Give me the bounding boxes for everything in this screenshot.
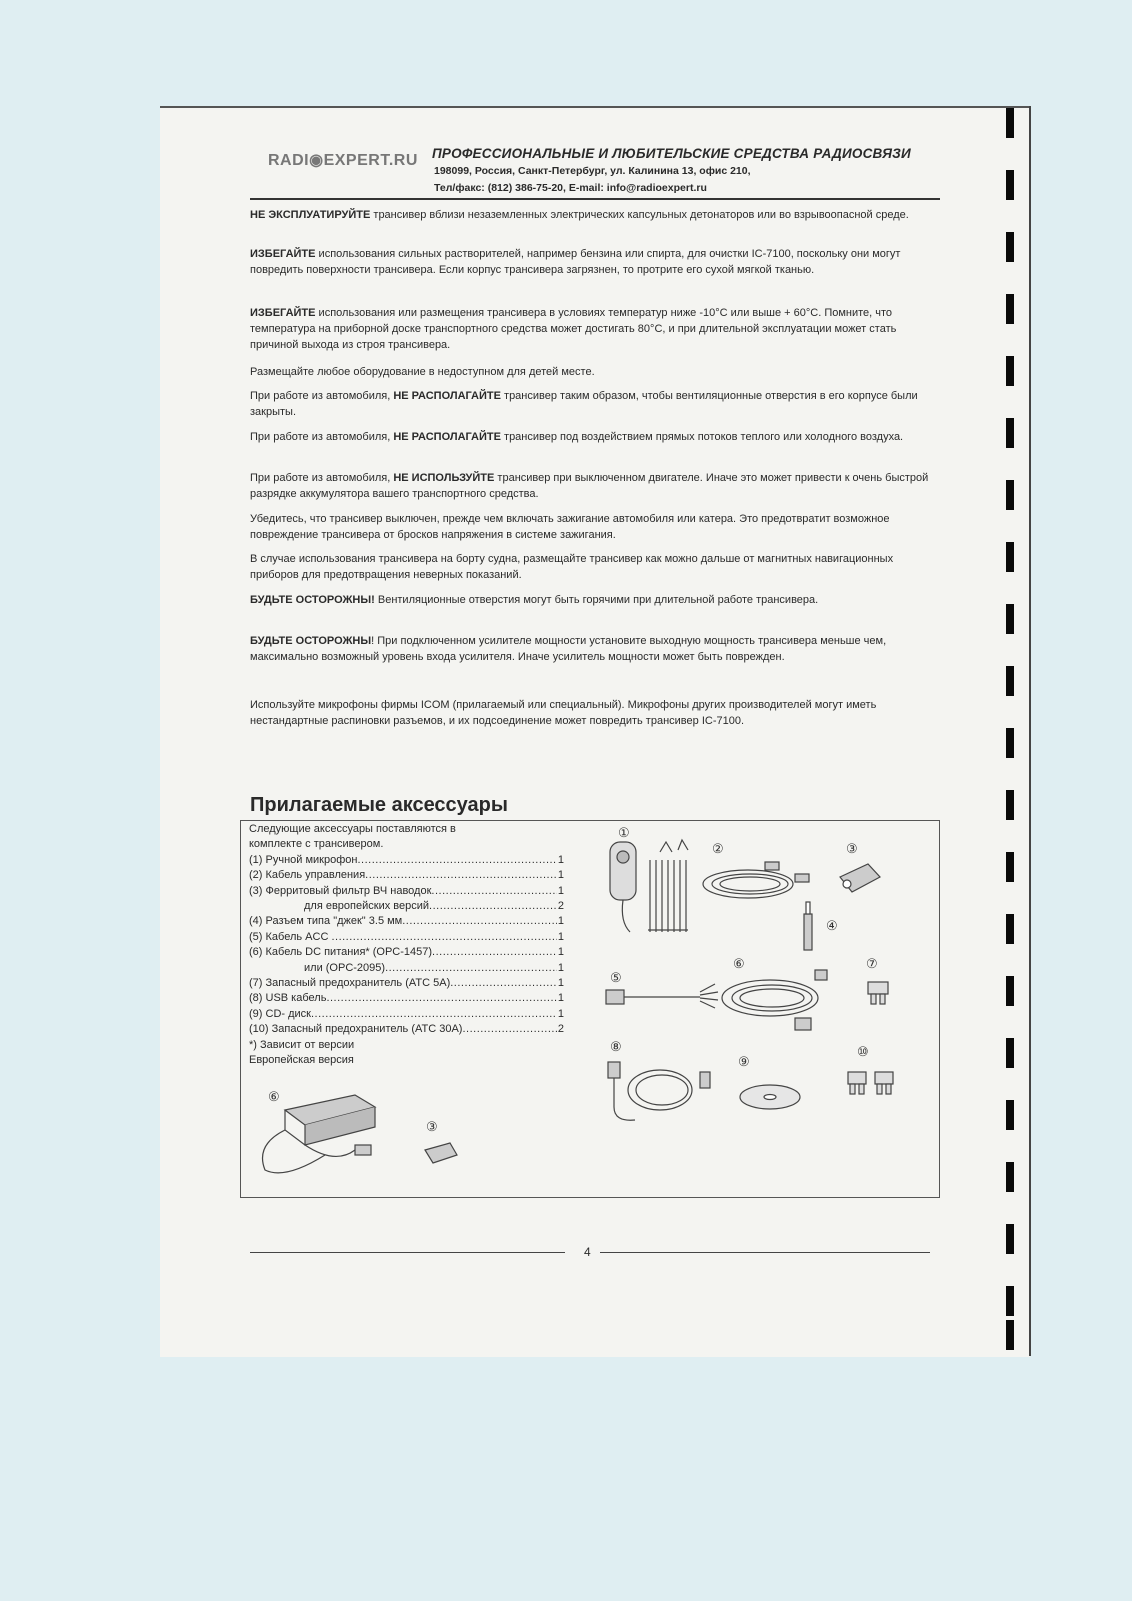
warning-paragraph — [250, 592, 940, 608]
accessory-quantity: 1 — [557, 1007, 564, 1020]
warning-paragraph — [250, 388, 940, 420]
warning-text: При работе из автомобиля, — [250, 472, 394, 484]
binding-hole — [1006, 108, 1014, 138]
accessory-name: (7) Запасный предохранитель (ATC 5A) — [249, 977, 451, 990]
leader-dots — [429, 899, 557, 914]
accessory-name: (2) Кабель управления — [249, 869, 366, 882]
leader-dots — [326, 991, 556, 1006]
binding-hole — [1006, 294, 1014, 324]
warning-text: Используйте микрофоны фирмы ICOM (прилагаемый или специальный). Микрофоны других производителей могут иметь нестандартные распиновки разъемов, и их подсоединение может повредить трансивер IC-7100. — [250, 699, 877, 727]
accessory-name: (8) USB кабель — [249, 992, 327, 1005]
accessory-name: (6) Кабель DC питания* (OPC-1457) — [249, 946, 433, 959]
leader-dots — [450, 976, 557, 991]
header-title: ПРОФЕССИОНАЛЬНЫЕ И ЛЮБИТЕЛЬСКИЕ СРЕДСТВА РАДИОСВЯЗИ — [432, 146, 911, 161]
page-top-edge — [160, 106, 1030, 108]
warning-paragraph — [250, 305, 940, 353]
accessory-quantity: 1 — [557, 853, 564, 866]
binding-hole — [1006, 1224, 1014, 1254]
warning-paragraph — [250, 697, 940, 729]
item-number-marker: ⑩ — [857, 1044, 869, 1059]
accessory-item — [249, 914, 564, 929]
warning-text: При работе из автомобиля, — [250, 431, 394, 443]
header-divider — [250, 198, 940, 200]
accessory-quantity: 1 — [557, 884, 564, 897]
binding-hole — [1006, 976, 1014, 1006]
accessory-quantity: 1 — [557, 961, 564, 974]
accessory-item — [249, 961, 564, 976]
warning-emphasis: НЕ РАСПОЛАГАЙТЕ — [393, 390, 501, 402]
binding-hole — [1006, 604, 1014, 634]
jack-connector-illustration — [804, 902, 812, 950]
warning-emphasis: НЕ ИСПОЛЬЗУЙТЕ — [393, 472, 495, 484]
warning-paragraph — [250, 470, 940, 502]
radioexpert-logo — [268, 146, 428, 190]
accessory-item — [249, 899, 564, 914]
warning-text: трансивер при выключенном двигателе. Иначе это может привести к очень быстрой разрядке аккумулятора вашего транспортного средства. — [250, 472, 929, 500]
acc-cable-illustration — [606, 984, 718, 1008]
microphone-illustration — [610, 840, 688, 932]
accessory-quantity: 2 — [557, 1023, 564, 1036]
logo-text: RADI◉EXPERT.RU — [268, 152, 418, 169]
accessories-intro-1: Следующие аксессуары поставляются в — [249, 823, 456, 835]
leader-dots — [462, 1022, 556, 1037]
leader-dots — [432, 945, 557, 960]
item-number-marker: ⑧ — [610, 1039, 622, 1054]
leader-dots — [431, 884, 556, 899]
item-number-marker: ⑥ — [733, 956, 745, 971]
european-version-label: Европейская версия — [249, 1054, 354, 1067]
cd-disc-illustration — [740, 1085, 800, 1109]
binding-hole — [1006, 232, 1014, 262]
page-number: 4 — [584, 1245, 591, 1259]
item-number-marker: ⑨ — [738, 1054, 750, 1069]
warning-text: Вентиляционные отверстия могут быть горячими при длительной работе трансивера. — [374, 594, 819, 606]
binding-hole — [1006, 1286, 1014, 1316]
warning-paragraph — [250, 246, 940, 278]
binding-hole — [1006, 666, 1014, 696]
warning-emphasis: БУДЬТЕ ОСТОРОЖНЫ! — [250, 594, 375, 606]
accessory-name: (10) Запасный предохранитель (ATC 30A) — [249, 1023, 463, 1036]
leader-dots — [331, 930, 556, 945]
binding-hole — [1006, 170, 1014, 200]
warning-paragraph — [250, 633, 940, 665]
warning-text: трансивер таким образом, чтобы вентиляционные отверстия в его корпусе были закрыты. — [250, 390, 918, 418]
accessory-item — [249, 868, 564, 883]
warning-paragraph — [250, 511, 940, 543]
warning-text: трансивер вблизи незаземленных электрических капсульных детонаторов или во взрывоопасной среде. — [370, 209, 909, 221]
binding-hole — [1006, 418, 1014, 448]
accessories-intro-2: комплекте с трансивером. — [249, 838, 384, 851]
warning-emphasis: НЕ ЭКСПЛУАТИРУЙТЕ — [250, 209, 371, 221]
dc-cable-illustration — [722, 970, 827, 1030]
warning-emphasis: НЕ РАСПОЛАГАЙТЕ — [393, 431, 501, 443]
accessory-item — [249, 991, 564, 1006]
accessory-quantity: 1 — [557, 977, 564, 990]
header-address: 198099, Россия, Санкт-Петербург, ул. Калинина 13, офис 210, — [434, 165, 751, 177]
warning-text: При работе из автомобиля, — [250, 390, 394, 402]
binding-hole — [1006, 1100, 1014, 1130]
binding-hole — [1006, 542, 1014, 572]
binding-hole — [1006, 728, 1014, 758]
accessory-quantity: 2 — [557, 900, 564, 913]
page-right-edge — [1029, 106, 1031, 1356]
accessory-quantity: 1 — [557, 930, 564, 943]
item-number-marker: ④ — [826, 918, 838, 933]
leader-dots — [357, 853, 556, 868]
warning-paragraph — [250, 551, 940, 583]
leader-dots — [365, 868, 557, 883]
accessory-items — [249, 853, 564, 1038]
binding-hole — [1006, 1320, 1014, 1350]
leader-dots — [311, 1007, 557, 1022]
usb-cable-illustration — [608, 1062, 710, 1120]
warning-text: использования или размещения трансивера в условиях температур ниже -10°С или выше + 60°С. Помните, что температура на приборной доске транспортного средства может достигать 80°С, и при длительной эксплуатации может стать причиной выхода из строя трансивера. — [250, 307, 897, 351]
accessories-illustrations — [600, 822, 935, 1192]
warning-paragraph — [250, 364, 940, 380]
warning-paragraph — [250, 429, 940, 445]
warning-emphasis: ИЗБЕГАЙТЕ — [250, 248, 316, 260]
accessory-item — [249, 945, 564, 960]
accessory-quantity: 1 — [557, 992, 564, 1005]
binding-hole — [1006, 852, 1014, 882]
accessories-list — [249, 822, 564, 1069]
accessory-item — [249, 1022, 564, 1037]
item-number-marker: ⑥ — [268, 1089, 280, 1104]
accessory-name: (3) Ферритовый фильтр ВЧ наводок — [249, 884, 432, 897]
binding-hole — [1006, 1162, 1014, 1192]
leader-dots — [385, 961, 557, 976]
binding-hole — [1006, 356, 1014, 386]
accessory-item — [249, 853, 564, 868]
binding-hole — [1006, 1038, 1014, 1068]
footer-rule-right — [600, 1252, 930, 1253]
binding-hole — [1006, 790, 1014, 820]
warning-text: Размещайте любое оборудование в недоступном для детей месте. — [250, 366, 595, 378]
accessory-quantity: 1 — [557, 869, 564, 882]
fuse-30a-illustration — [848, 1072, 893, 1094]
accessory-quantity: 1 — [557, 946, 564, 959]
accessory-name: для европейских версий — [304, 900, 430, 913]
item-number-marker: ⑤ — [610, 970, 622, 985]
ferrite-filter-illustration — [840, 864, 880, 892]
accessory-name: или (OPC-2095) — [304, 961, 386, 974]
warning-text: Убедитесь, что трансивер выключен, прежде чем включать зажигание автомобиля или катера. Это предотвратит возможное повреждение трансивера от бросков напряжения в системе зажигания. — [250, 513, 890, 541]
item-number-marker: ③ — [426, 1119, 438, 1134]
header-contacts: Тел/факс: (812) 386-75-20, E-mail: info@radioexpert.ru — [434, 182, 707, 194]
fuse-5a-illustration — [868, 982, 888, 1004]
warning-emphasis: ИЗБЕГАЙТЕ — [250, 307, 316, 319]
accessory-quantity: 1 — [557, 915, 564, 928]
accessory-item — [249, 976, 564, 991]
accessory-name: (5) Кабель ACC — [249, 930, 332, 943]
item-number-marker: ① — [618, 825, 630, 840]
accessory-name: (9) CD- диск — [249, 1007, 311, 1020]
binding-hole — [1006, 914, 1014, 944]
accessory-item — [249, 930, 564, 945]
accessories-title: Прилагаемые аксессуары — [250, 794, 508, 816]
accessory-item — [249, 884, 564, 899]
warning-text: использования сильных растворителей, например бензина или спирта, для очистки IC-7100, поскольку они могут повредить поверхности трансивера. Если корпус трансивера загрязнен, то протрите его сухой мягкой тканью. — [250, 248, 901, 276]
version-note: *) Зависит от версии — [249, 1038, 355, 1051]
footer-rule-left — [250, 1252, 565, 1253]
warning-text: ! При подключенном усилителе мощности установите выходную мощность трансивера меньше чем, максимально возможный уровень входа усилителя. Иначе усилитель мощности может быть поврежден. — [250, 635, 887, 663]
warning-text: В случае использования трансивера на борту судна, размещайте трансивер как можно дальше от магнитных навигационных приборов для предотвращения неверных показаний. — [250, 553, 894, 581]
accessory-name: (4) Разъем типа "джек" 3.5 мм — [249, 915, 403, 928]
warning-text: трансивер под воздействием прямых потоков теплого или холодного воздуха. — [500, 431, 904, 443]
warning-paragraph — [250, 207, 940, 223]
item-number-marker: ③ — [846, 841, 858, 856]
accessory-item — [249, 1007, 564, 1022]
warning-emphasis: БУДЬТЕ ОСТОРОЖНЫ — [250, 635, 372, 647]
item-number-marker: ② — [712, 841, 724, 856]
leader-dots — [402, 914, 557, 929]
control-cable-illustration — [703, 862, 809, 898]
accessory-name: (1) Ручной микрофон — [249, 853, 358, 866]
item-number-marker: ⑦ — [866, 956, 878, 971]
binding-hole — [1006, 480, 1014, 510]
